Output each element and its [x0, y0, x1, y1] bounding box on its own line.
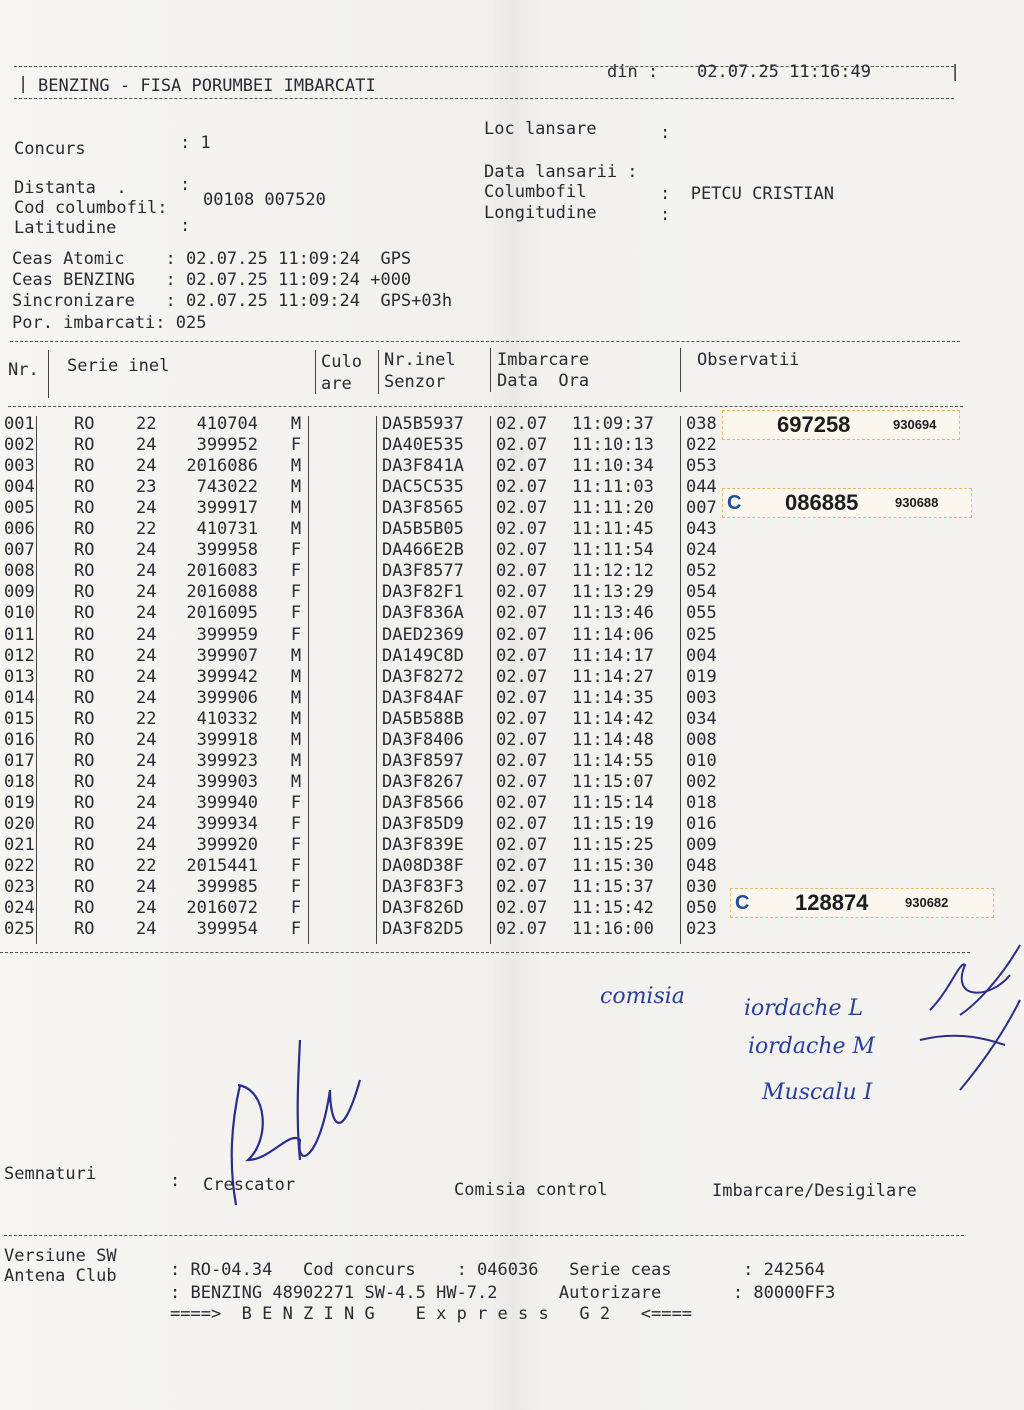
- row-country: RO: [74, 708, 95, 729]
- comisia-signatures: [920, 945, 1020, 1090]
- row-country: RO: [74, 540, 95, 561]
- row-time: 11:14:06: [572, 624, 654, 645]
- porumbei-imbarcati-line: Por. imbarcati: 025: [12, 313, 207, 333]
- col-header-culoare-2: are: [321, 374, 352, 394]
- row-country: RO: [74, 435, 95, 456]
- footer-line-2: : BENZING 48902271 SW-4.5 HW-7.2 Autorizare : 80000FF3: [170, 1283, 836, 1303]
- row-year: 24: [136, 456, 157, 477]
- row-nr: 007: [4, 540, 35, 561]
- row-year: 24: [136, 771, 157, 792]
- row-obs: 038: [686, 414, 717, 434]
- row-obs: 023: [686, 919, 717, 940]
- row-date: 02.07: [496, 582, 548, 603]
- row-date: 02.07: [496, 456, 548, 477]
- sticker-code: 930682: [905, 895, 949, 910]
- row-time: 11:13:46: [572, 603, 654, 624]
- row-ring: 410332: [196, 708, 258, 729]
- row-time: 11:14:17: [572, 645, 654, 666]
- row-time: 11:15:25: [572, 835, 654, 855]
- row-sex: F: [290, 877, 302, 898]
- row-nr: 003: [4, 456, 35, 477]
- row-date: 02.07: [496, 771, 548, 792]
- row-year: 22: [136, 414, 157, 434]
- row-obs: 030: [686, 877, 717, 898]
- handwritten-name-2: iordache M: [748, 1034, 876, 1059]
- concurs-label: Concurs: [14, 139, 86, 159]
- document-title: BENZING - FISA PORUMBEI IMBARCATI: [38, 76, 376, 96]
- row-ring: 2016083: [186, 561, 258, 582]
- col-header-serie: Serie inel: [67, 356, 170, 376]
- row-country: RO: [74, 898, 95, 919]
- versiune-sw-label: Versiune SW: [4, 1246, 117, 1266]
- row-senzor: DA3F8267: [382, 771, 464, 792]
- row-year: 24: [136, 792, 157, 813]
- data-lansarii-label: Data lansarii :: [484, 162, 638, 182]
- row-nr: 001: [4, 414, 35, 434]
- row-year: 24: [136, 540, 157, 561]
- row-sex: F: [290, 898, 302, 919]
- crescator-label: Crescator: [203, 1175, 296, 1195]
- row-ring: 399923: [196, 750, 258, 771]
- row-nr: 008: [4, 561, 35, 582]
- row-obs: 018: [686, 792, 717, 813]
- row-year: 24: [136, 919, 157, 940]
- row-date: 02.07: [496, 645, 548, 666]
- row-date: 02.07: [496, 477, 548, 498]
- sticker-code: 930694: [893, 417, 937, 432]
- cod-columbofil-value: 00108 007520: [203, 190, 326, 210]
- ceas-benzing-line: Ceas BENZING : 02.07.25 11:09:24 +000: [12, 270, 412, 290]
- row-obs: 043: [686, 519, 717, 540]
- header-left-bar: |: [18, 74, 29, 94]
- row-ring: 2016086: [186, 456, 258, 477]
- row-ring: 399958: [196, 540, 258, 561]
- row-senzor: DA08D38F: [382, 856, 464, 877]
- sticker-number: 086885: [785, 490, 859, 515]
- col-header-imbarcare-1: Imbarcare: [497, 350, 590, 370]
- row-country: RO: [74, 729, 95, 750]
- row-ring: 399920: [196, 835, 258, 855]
- row-sex: M: [290, 750, 302, 771]
- row-sex: M: [290, 519, 302, 540]
- cod-columbofil-label: Cod columbofil:: [14, 198, 168, 218]
- col-header-nr: Nr.: [8, 360, 39, 380]
- row-sex: F: [290, 435, 302, 456]
- row-senzor: DA149C8D: [382, 645, 464, 666]
- row-year: 24: [136, 561, 157, 582]
- imbarcare-desigilare-label: Imbarcare/Desigilare: [712, 1181, 917, 1201]
- row-year: 22: [136, 519, 157, 540]
- row-obs: 053: [686, 456, 717, 477]
- row-date: 02.07: [496, 856, 548, 877]
- row-nr: 009: [4, 582, 35, 603]
- row-date: 02.07: [496, 708, 548, 729]
- row-time: 11:14:27: [572, 666, 654, 687]
- row-nr: 002: [4, 435, 35, 456]
- row-date: 02.07: [496, 898, 548, 919]
- row-country: RO: [74, 771, 95, 792]
- row-senzor: DAC5C535: [382, 477, 464, 498]
- latitudine-label: Latitudine: [14, 218, 117, 238]
- din-label: din :: [607, 62, 659, 82]
- row-sex: F: [290, 603, 302, 624]
- row-date: 02.07: [496, 666, 548, 687]
- sincronizare-line: Sincronizare : 02.07.25 11:09:24 GPS+03h: [12, 291, 453, 311]
- row-sex: M: [290, 771, 302, 792]
- row-sex: M: [290, 729, 302, 750]
- row-sex: M: [290, 666, 302, 687]
- row-obs: 034: [686, 708, 717, 729]
- row-date: 02.07: [496, 561, 548, 582]
- row-time: 11:10:13: [572, 435, 654, 456]
- row-time: 11:10:34: [572, 456, 654, 477]
- row-obs: 024: [686, 540, 717, 561]
- row-sex: M: [290, 456, 302, 477]
- col-header-nrinel-2: Senzor: [384, 372, 446, 392]
- row-obs: 055: [686, 603, 717, 624]
- row-sex: F: [290, 919, 302, 940]
- row-sex: F: [290, 624, 302, 645]
- handwritten-name-3: Muscalu I: [762, 1080, 873, 1105]
- row-nr: 006: [4, 519, 35, 540]
- row-year: 23: [136, 477, 157, 498]
- handwritten-name-1: iordache L: [744, 996, 864, 1021]
- row-year: 24: [136, 435, 157, 456]
- row-date: 02.07: [496, 813, 548, 834]
- row-date: 02.07: [496, 603, 548, 624]
- footer-top-rule: [4, 1235, 964, 1236]
- row-nr: 021: [4, 835, 35, 855]
- row-country: RO: [74, 414, 95, 434]
- row-country: RO: [74, 456, 95, 477]
- col-header-culoare-1: Culo: [321, 352, 362, 372]
- latitudine-value: :: [180, 216, 191, 236]
- row-year: 22: [136, 856, 157, 877]
- row-obs: 044: [686, 477, 717, 498]
- row-year: 22: [136, 708, 157, 729]
- row-ring: 399985: [196, 877, 258, 898]
- row-date: 02.07: [496, 687, 548, 708]
- row-senzor: DA3F841A: [382, 456, 464, 477]
- row-date: 02.07: [496, 624, 548, 645]
- row-time: 11:15:37: [572, 877, 654, 898]
- sticker-prefix: C: [735, 892, 750, 914]
- row-nr: 023: [4, 877, 35, 898]
- row-nr: 016: [4, 729, 35, 750]
- row-country: RO: [74, 856, 95, 877]
- row-year: 24: [136, 498, 157, 519]
- row-sex: F: [290, 813, 302, 834]
- longitudine-label: Longitudine: [484, 203, 597, 223]
- row-senzor: DA3F83F3: [382, 877, 464, 898]
- row-nr: 017: [4, 750, 35, 771]
- row-nr: 011: [4, 624, 35, 645]
- row-ring: 743022: [196, 477, 258, 498]
- row-obs: 003: [686, 687, 717, 708]
- row-sex: M: [290, 414, 302, 434]
- row-time: 11:14:35: [572, 687, 654, 708]
- row-ring: 399906: [196, 687, 258, 708]
- row-country: RO: [74, 792, 95, 813]
- row-ring: 410731: [196, 519, 258, 540]
- row-time: 11:15:14: [572, 792, 654, 813]
- row-senzor: DA3F82D5: [382, 919, 464, 940]
- row-year: 24: [136, 813, 157, 834]
- row-ring: 399940: [196, 792, 258, 813]
- row-time: 11:11:20: [572, 498, 654, 519]
- row-sex: F: [290, 561, 302, 582]
- row-time: 11:16:00: [572, 919, 654, 940]
- row-time: 11:15:19: [572, 813, 654, 834]
- row-year: 24: [136, 898, 157, 919]
- row-senzor: DA3F839E: [382, 835, 464, 855]
- semnaturi-colon: :: [170, 1171, 181, 1191]
- row-senzor: DA3F85D9: [382, 813, 464, 834]
- row-nr: 015: [4, 708, 35, 729]
- row-country: RO: [74, 919, 95, 940]
- row-year: 24: [136, 582, 157, 603]
- row-date: 02.07: [496, 792, 548, 813]
- row-date: 02.07: [496, 414, 548, 434]
- row-nr: 025: [4, 919, 35, 940]
- row-sex: F: [290, 540, 302, 561]
- row-ring: 2015441: [186, 856, 258, 877]
- row-sex: F: [290, 835, 302, 855]
- row-time: 11:14:42: [572, 708, 654, 729]
- row-country: RO: [74, 813, 95, 834]
- row-senzor: DA3F826D: [382, 898, 464, 919]
- columbofil-label: Columbofil: [484, 182, 587, 202]
- row-nr: 018: [4, 771, 35, 792]
- row-date: 02.07: [496, 750, 548, 771]
- row-year: 24: [136, 750, 157, 771]
- row-time: 11:13:29: [572, 582, 654, 603]
- row-ring: 399959: [196, 624, 258, 645]
- row-year: 24: [136, 729, 157, 750]
- row-nr: 005: [4, 498, 35, 519]
- header-right-bar: |: [950, 62, 961, 82]
- row-country: RO: [74, 877, 95, 898]
- ceas-atomic-line: Ceas Atomic : 02.07.25 11:09:24 GPS: [12, 249, 412, 269]
- row-country: RO: [74, 624, 95, 645]
- row-year: 24: [136, 666, 157, 687]
- row-year: 24: [136, 877, 157, 898]
- col-header-nrinel-1: Nr.inel: [384, 350, 456, 370]
- row-year: 24: [136, 645, 157, 666]
- row-year: 24: [136, 687, 157, 708]
- sticker-code: 930688: [895, 495, 939, 510]
- row-senzor: DA3F8566: [382, 792, 464, 813]
- row-ring: 2016095: [186, 603, 258, 624]
- concurs-value: : 1: [180, 133, 211, 153]
- distanta-value: :: [180, 175, 191, 195]
- row-country: RO: [74, 498, 95, 519]
- row-time: 11:15:07: [572, 771, 654, 792]
- row-ring: 399942: [196, 666, 258, 687]
- row-nr: 020: [4, 813, 35, 834]
- din-timestamp: 02.07.25 11:16:49: [697, 62, 871, 82]
- row-obs: 052: [686, 561, 717, 582]
- row-ring: 399918: [196, 729, 258, 750]
- row-time: 11:15:42: [572, 898, 654, 919]
- row-sex: M: [290, 498, 302, 519]
- longitudine-value: :: [660, 205, 671, 225]
- row-senzor: DA5B588B: [382, 708, 464, 729]
- row-date: 02.07: [496, 919, 548, 940]
- row-date: 02.07: [496, 540, 548, 561]
- row-ring: 399952: [196, 435, 258, 456]
- row-sex: F: [290, 856, 302, 877]
- row-time: 11:14:48: [572, 729, 654, 750]
- row-date: 02.07: [496, 498, 548, 519]
- loc-lansare-label: Loc lansare: [484, 119, 597, 139]
- loc-lansare-value: :: [660, 123, 671, 143]
- row-senzor: DA5B5937: [382, 414, 464, 434]
- row-obs: 002: [686, 771, 717, 792]
- row-ring: 399917: [196, 498, 258, 519]
- row-obs: 007: [686, 498, 717, 519]
- row-ring: 399903: [196, 771, 258, 792]
- row-sex: F: [290, 792, 302, 813]
- row-country: RO: [74, 666, 95, 687]
- row-ring: 399907: [196, 645, 258, 666]
- row-senzor: DA3F8565: [382, 498, 464, 519]
- row-date: 02.07: [496, 877, 548, 898]
- row-sex: M: [290, 708, 302, 729]
- row-year: 24: [136, 624, 157, 645]
- row-country: RO: [74, 835, 95, 855]
- row-sex: M: [290, 477, 302, 498]
- antena-club-label: Antena Club: [4, 1266, 117, 1286]
- col-header-observatii: Observatii: [697, 350, 800, 370]
- row-country: RO: [74, 750, 95, 771]
- semnaturi-label: Semnaturi: [4, 1164, 97, 1184]
- columbofil-value: : PETCU CRISTIAN: [660, 184, 834, 204]
- row-nr: 019: [4, 792, 35, 813]
- row-country: RO: [74, 561, 95, 582]
- row-senzor: DA3F8597: [382, 750, 464, 771]
- row-senzor: DA3F836A: [382, 603, 464, 624]
- row-date: 02.07: [496, 519, 548, 540]
- row-obs: 008: [686, 729, 717, 750]
- row-obs: 019: [686, 666, 717, 687]
- row-country: RO: [74, 477, 95, 498]
- sticker-number: 128874: [795, 890, 869, 915]
- row-ring: 399954: [196, 919, 258, 940]
- distanta-label: Distanta .: [14, 178, 127, 198]
- row-obs: 009: [686, 835, 717, 855]
- row-nr: 024: [4, 898, 35, 919]
- handwritten-comisia: comisia: [600, 984, 685, 1009]
- row-time: 11:11:45: [572, 519, 654, 540]
- row-country: RO: [74, 687, 95, 708]
- row-time: 11:09:37: [572, 414, 654, 434]
- row-obs: 025: [686, 624, 717, 645]
- row-sex: M: [290, 687, 302, 708]
- row-time: 11:11:54: [572, 540, 654, 561]
- row-obs: 050: [686, 898, 717, 919]
- row-senzor: DA3F8272: [382, 666, 464, 687]
- row-time: 11:11:03: [572, 477, 654, 498]
- footer-line-1: : RO-04.34 Cod concurs : 046036 Serie ceas : 242564: [170, 1260, 826, 1280]
- row-obs: 048: [686, 856, 717, 877]
- row-senzor: DA3F8577: [382, 561, 464, 582]
- row-time: 11:12:12: [572, 561, 654, 582]
- row-time: 11:14:55: [572, 750, 654, 771]
- row-nr: 012: [4, 645, 35, 666]
- row-date: 02.07: [496, 729, 548, 750]
- row-date: 02.07: [496, 435, 548, 456]
- row-senzor: DA3F8406: [382, 729, 464, 750]
- row-year: 24: [136, 603, 157, 624]
- row-obs: 054: [686, 582, 717, 603]
- row-sex: M: [290, 645, 302, 666]
- row-country: RO: [74, 519, 95, 540]
- row-ring: 410704: [196, 414, 258, 434]
- row-time: 11:15:30: [572, 856, 654, 877]
- benzing-express-banner: ====> B E N Z I N G E x p r e s s G 2 <====: [170, 1304, 692, 1324]
- row-date: 02.07: [496, 835, 548, 855]
- row-senzor: DA3F84AF: [382, 687, 464, 708]
- row-country: RO: [74, 582, 95, 603]
- row-obs: 016: [686, 813, 717, 834]
- row-nr: 013: [4, 666, 35, 687]
- row-ring: 2016088: [186, 582, 258, 603]
- row-year: 24: [136, 835, 157, 855]
- row-nr: 022: [4, 856, 35, 877]
- row-senzor: DAED2369: [382, 624, 464, 645]
- row-sex: F: [290, 582, 302, 603]
- row-obs: 010: [686, 750, 717, 771]
- row-obs: 004: [686, 645, 717, 666]
- row-country: RO: [74, 645, 95, 666]
- row-senzor: DA5B5B05: [382, 519, 464, 540]
- row-ring: 2016072: [186, 898, 258, 919]
- row-obs: 022: [686, 435, 717, 456]
- comisia-control-label: Comisia control: [454, 1180, 608, 1200]
- row-nr: 014: [4, 687, 35, 708]
- sticker-number: 697258: [777, 412, 851, 437]
- col-header-imbarcare-2: Data Ora: [497, 371, 590, 391]
- row-ring: 399934: [196, 813, 258, 834]
- row-nr: 010: [4, 603, 35, 624]
- sticker-prefix: C: [727, 492, 742, 514]
- row-country: RO: [74, 603, 95, 624]
- row-senzor: DA3F82F1: [382, 582, 464, 603]
- row-senzor: DA466E2B: [382, 540, 464, 561]
- row-nr: 004: [4, 477, 35, 498]
- row-senzor: DA40E535: [382, 435, 464, 456]
